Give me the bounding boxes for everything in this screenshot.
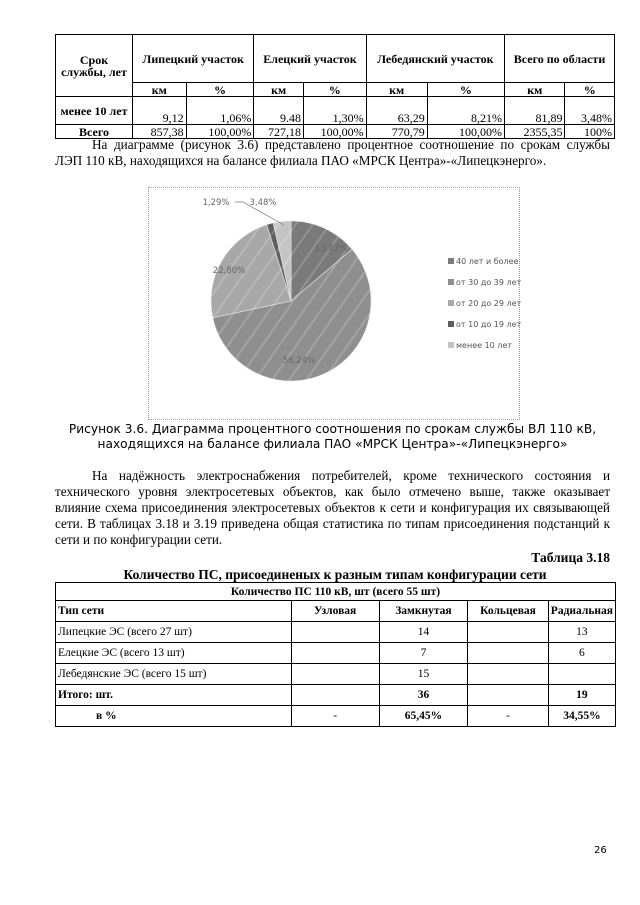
header-lipetsk: Липецкий участок: [133, 35, 254, 83]
cell: 3,48%: [565, 97, 615, 125]
cell: 6: [548, 643, 615, 664]
pie-data-label: 56,24%: [282, 356, 316, 366]
pie-data-label: 3,48%: [249, 198, 277, 208]
cell: 13: [548, 622, 615, 643]
unit-pct: %: [186, 83, 254, 97]
pie-chart-svg: [149, 188, 521, 421]
row-label: менее 10 лет: [56, 97, 133, 125]
legend-label: от 20 до 29 лет: [456, 299, 521, 308]
unit-pct: %: [427, 83, 504, 97]
cell: 727,18: [254, 125, 304, 139]
table-row: [56, 664, 616, 685]
unit-km: км: [133, 83, 187, 97]
cell: [468, 622, 549, 643]
table-row: [56, 97, 615, 125]
cell: 63,29: [366, 97, 427, 125]
pie-data-label: 13,42%: [314, 244, 348, 254]
cell: [291, 685, 379, 706]
pie-data-label: 1,29%: [202, 198, 230, 208]
table-number: Таблица 3.18: [531, 550, 610, 565]
unit-pct: %: [565, 83, 615, 97]
cell: 8,21%: [427, 97, 504, 125]
cell: [291, 664, 379, 685]
cell: 34,55%: [548, 706, 615, 727]
row-label: Липецкие ЭС (всего 27 шт): [56, 622, 292, 643]
cell: 14: [379, 622, 467, 643]
legend-swatch: [448, 300, 454, 306]
cell: 36: [379, 685, 467, 706]
legend-swatch: [448, 279, 454, 285]
intro-paragraph: На диаграмме (рисунок 3.6) представлено процентное соотношение по срокам службы ЛЭП 110 кВ, находящихся на балансе филиала ПАО «МРСК Центра»-«Липецкэнерго».: [55, 137, 610, 168]
header-total: Всего по области: [505, 35, 615, 83]
page-number: 26: [594, 845, 607, 856]
unit-pct: %: [303, 83, 366, 97]
cell: [291, 643, 379, 664]
legend-swatch: [448, 321, 454, 327]
body-paragraph: На надёжность электроснабжения потребителей, кроме технического состояния и технического уровня электросетевых объектов, как было отмечено выше, также оказывает влияние схема присоединения электросетевых объектов к сети и конфигурация их связывающей сети. В таблицах 3.18 и 3.19 приведена общая статистика по типам присоединения подстанций к сети и по конфигурации сети.: [55, 468, 610, 547]
unit-km: км: [505, 83, 565, 97]
col-header-ring: Кольцевая: [468, 601, 549, 622]
header-service-life: Срок службы, лет: [56, 35, 133, 97]
pie-data-label: 22,80%: [212, 266, 246, 276]
cell: 857,38: [133, 125, 187, 139]
cell: 2355,35: [505, 125, 565, 139]
legend-label: 40 лет и более: [456, 257, 519, 266]
cell: 9,12: [133, 97, 187, 125]
row-label: Лебедянские ЭС (всего 15 шт): [56, 664, 292, 685]
total-row: [56, 685, 616, 706]
header-elets: Елецкий участок: [254, 35, 366, 83]
cell: [468, 643, 549, 664]
row-label: Елецкие ЭС (всего 13 шт): [56, 643, 292, 664]
pie-chart: [148, 187, 520, 420]
header-lebedyan: Лебедянский участок: [366, 35, 504, 83]
connection-table: [55, 582, 616, 727]
unit-km: км: [254, 83, 304, 97]
cell: 65,45%: [379, 706, 467, 727]
col-header-nodal: Узловая: [291, 601, 379, 622]
cell: 15: [379, 664, 467, 685]
cell: 100,00%: [186, 125, 254, 139]
service-life-table: [55, 34, 615, 139]
cell: 770,79: [366, 125, 427, 139]
cell: 81,89: [505, 97, 565, 125]
cell: 1,30%: [303, 97, 366, 125]
cell: [468, 664, 549, 685]
cell: 7: [379, 643, 467, 664]
col-header-radial: Радиальная: [548, 601, 615, 622]
row-label: в %: [56, 706, 292, 727]
table-row: [56, 643, 616, 664]
cell: 19: [548, 685, 615, 706]
legend-label: от 10 до 19 лет: [456, 320, 521, 329]
col-header-network-type: Тип сети: [56, 601, 292, 622]
col-header-closed: Замкнутая: [379, 601, 467, 622]
cell: 100%: [565, 125, 615, 139]
percent-row: [56, 706, 616, 727]
legend-swatch: [448, 258, 454, 264]
cell: 100,00%: [303, 125, 366, 139]
unit-km: км: [366, 83, 427, 97]
table-row: [56, 622, 616, 643]
cell: 9.48: [254, 97, 304, 125]
cell: [548, 664, 615, 685]
legend-swatch: [448, 342, 454, 348]
cell: -: [468, 706, 549, 727]
cell: [468, 685, 549, 706]
cell: -: [291, 706, 379, 727]
row-label: Всего: [56, 125, 133, 139]
figure-caption: Рисунок 3.6. Диаграмма процентного соотношения по срокам службы ВЛ 110 кВ, находящихся на балансе филиала ПАО «МРСК Центра»-«Липецкэнерго»: [68, 422, 597, 451]
table-top-header: Количество ПС 110 кВ, шт (всего 55 шт): [56, 583, 616, 601]
table-title: Количество ПС, присоединеных к разным типам конфигурации сети: [123, 567, 547, 582]
cell: 1,06%: [186, 97, 254, 125]
row-label: Итого: шт.: [56, 685, 292, 706]
legend-label: менее 10 лет: [456, 341, 512, 350]
cell: [291, 622, 379, 643]
cell: 100,00%: [427, 125, 504, 139]
legend-label: от 30 до 39 лет: [456, 278, 521, 287]
